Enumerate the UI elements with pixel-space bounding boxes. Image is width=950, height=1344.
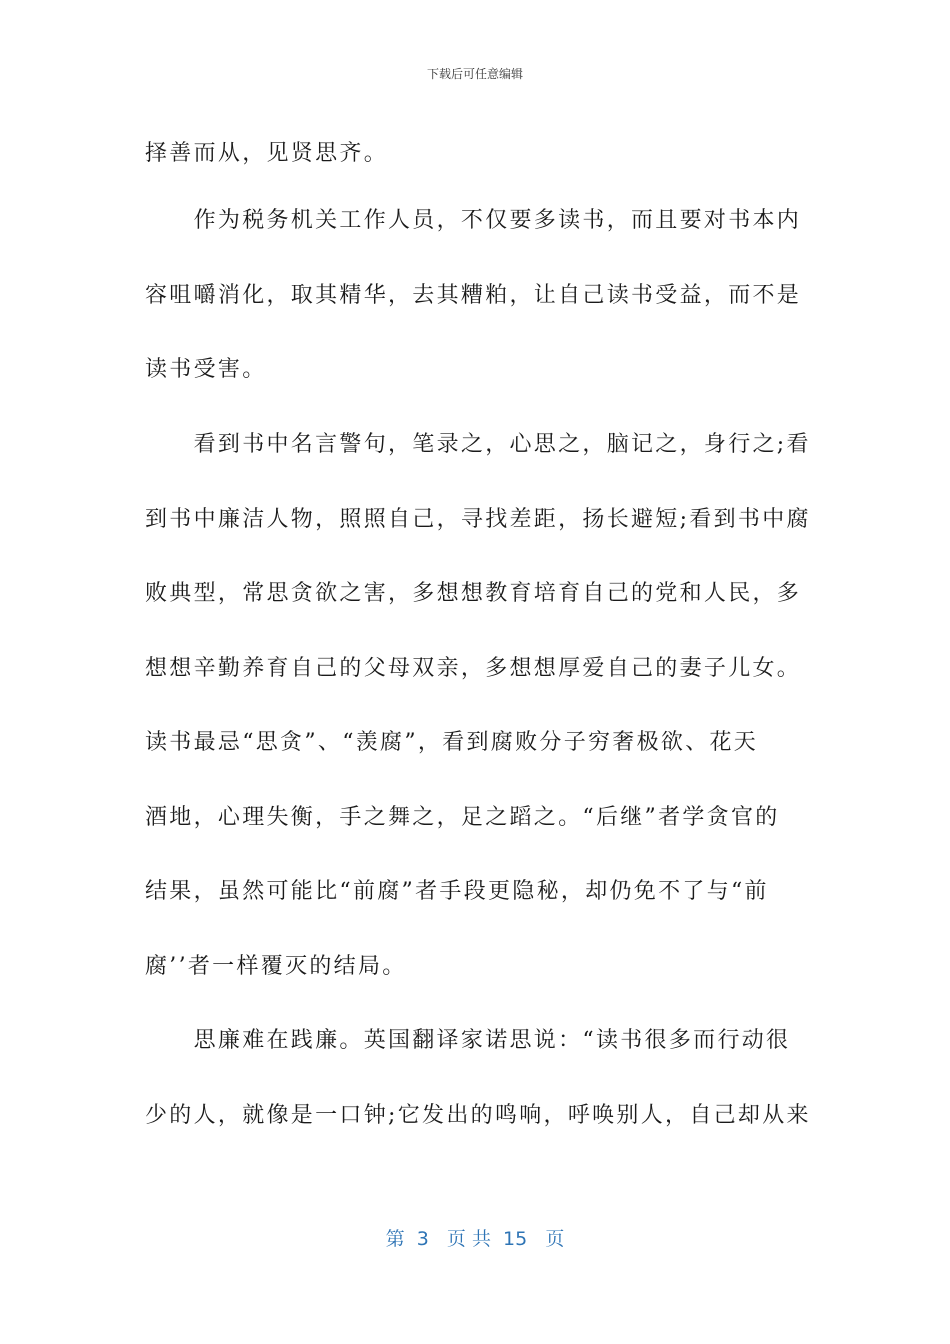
body-line-3: 容咀嚼消化，取其精华，去其糟粕，让自己读书受益，而不是: [145, 283, 802, 308]
body-line-6: 到书中廉洁人物，照照自己，寻找差距，扬长避短;看到书中腐: [145, 507, 811, 532]
body-line-4: 读书受害。: [145, 357, 267, 382]
body-line-2: 作为税务机关工作人员，不仅要多读书，而且要对书本内: [145, 208, 802, 233]
body-line-11: 结果，虽然可能比“前腐”者手段更隐秘，却仍免不了与“前: [145, 879, 769, 904]
page-header: 下载后可任意编辑: [426, 67, 523, 81]
body-line-10: 酒地，心理失衡，手之舞之，足之蹈之。“后继”者学贪官的: [145, 805, 780, 830]
body-line-9: 读书最忌“思贪”、“羡腐”，看到腐败分子穷奢极欲、花天: [145, 730, 759, 755]
body-line-14: 少的人，就像是一口钟;它发出的鸣响，呼唤别人，自己却从来: [145, 1103, 811, 1128]
body-line-12: 腐’’者一样覆灭的结局。: [145, 954, 407, 979]
body-line-8: 想想辛勤养育自己的父母双亲，多想想厚爱自己的妻子儿女。: [145, 656, 802, 681]
body-line-1: 择善而从，见贤思齐。: [145, 141, 389, 166]
body-line-13: 思廉难在践廉。英国翻译家诺思说：“读书很多而行动很: [145, 1028, 791, 1053]
body-line-5: 看到书中名言警句，笔录之，心思之，脑记之，身行之;看: [145, 432, 811, 457]
body-line-7: 败典型，常思贪欲之害，多想想教育培育自己的党和人民，多: [145, 581, 802, 606]
page-number-footer: 第 3 页 共 15 页: [385, 1228, 565, 1250]
